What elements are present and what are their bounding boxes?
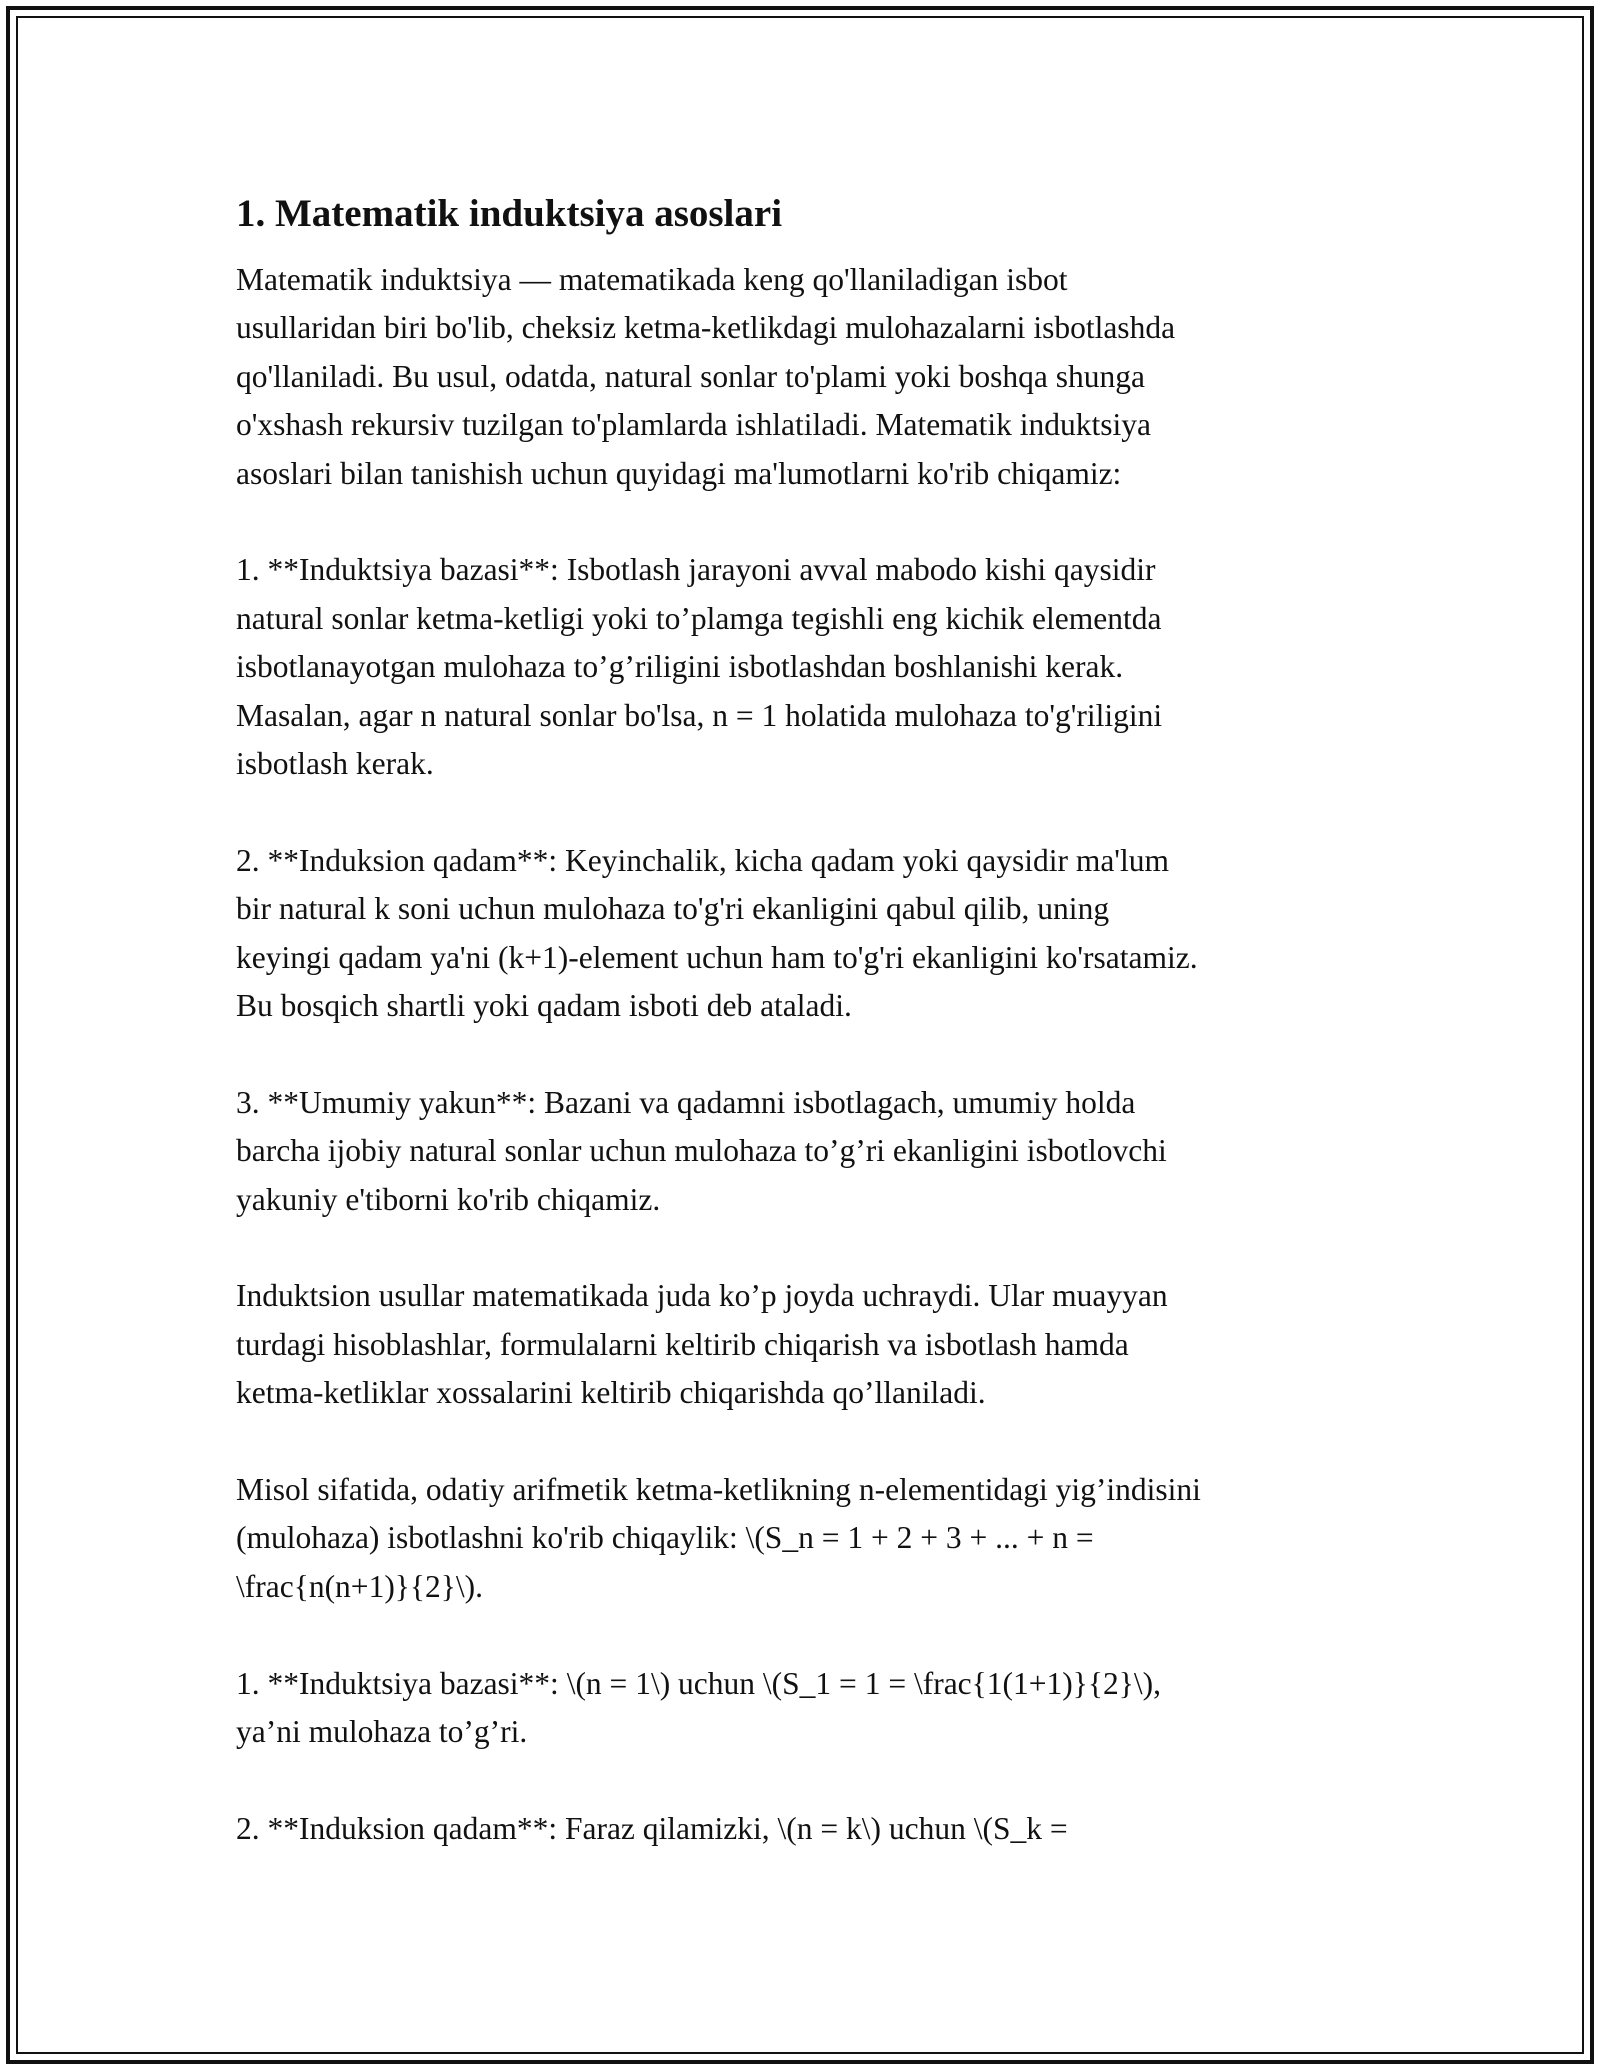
section-heading: 1. Matematik induktsiya asoslari (236, 192, 783, 235)
general-conclusion-paragraph: 3. **Umumiy yakun**: Bazani va qadamni isbotlagach, umumiy holda barcha ijobiy natural sonlar uchun mulohaza to’g’ri ekanligini isbotlovchi yakuniy e'tiborni ko'rib chiqamiz. (236, 1084, 1167, 1217)
example-base-paragraph: 1. **Induktsiya bazasi**: \(n = 1\) uchun \(S_1 = 1 = \frac{1(1+1)}{2}\), ya’ni mulohaza to’g’ri. (236, 1665, 1161, 1750)
example-paragraph: Misol sifatida, odatiy arifmetik ketma-ketlikning n-elementidagi yig’indisini (mulohaza) isbotlashni ko'rib chiqaylik: \(S_n = 1 + 2 + 3 + ... + n = \frac{n(n+1)}{2}\). (236, 1472, 1201, 1604)
induction-step-paragraph: 2. **Induksion qadam**: Keyinchalik, kicha qadam yoki qaysidir ma'lum bir natural k soni uchun mulohaza to'g'ri ekanligini qabul qilib, uning keyingi qadam ya'ni (k+1)-element uchun ham to'g'ri ekanligini ko'rsatamiz. Bu bosqich shartli yoki qadam isboti deb ataladi. (236, 842, 1198, 1024)
intro-paragraph: Matematik induktsiya — matematikada keng qo'llaniladigan isbot usullaridan biri bo'lib, cheksiz ketma-ketlikdagi mulohazalarni isbotlashda qo'llaniladi. Bu usul, odatda, natural sonlar to'plami yoki boshqa shunga o'xshash rekursiv tuzilgan to'plamlarda ishlatiladi. Matematik induktsiya asoslari bilan tanishish uchun quyidagi ma'lumotlarni ko'rib chiqamiz: (236, 262, 1176, 491)
usage-paragraph: Induktsion usullar matematikada juda ko’p joyda uchraydi. Ular muayyan turdagi hisoblashlar, formulalarni keltirib chiqarish va isbotlash hamda ketma-ketliklar xossalarini keltirib chiqarishda qo’llaniladi. (236, 1278, 1168, 1411)
example-step-paragraph: 2. **Induksion qadam**: Faraz qilamizki, \(n = k\) uchun \(S_k = (236, 1810, 1068, 1846)
document-body (236, 188, 1376, 1902)
induction-base-paragraph: 1. **Induktsiya bazasi**: Isbotlash jarayoni avval mabodo kishi qaysidir natural sonlar ketma-ketligi yoki to’plamga tegishli eng kichik elementda isbotlanayotgan mulohaza to’g’riligini isbotlashdan boshlanishi kerak. Masalan, agar n natural sonlar bo'lsa, n = 1 holatida mulohaza to'g'riligini isbotlash kerak. (236, 552, 1163, 782)
